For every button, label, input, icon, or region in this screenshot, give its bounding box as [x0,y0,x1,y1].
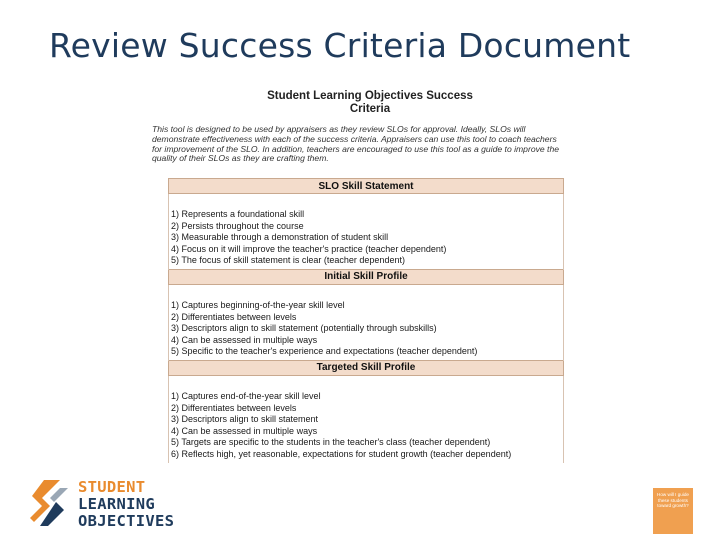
criteria-item: 2) Differentiates between levels [171,402,297,413]
section-body-initial-skill-profile [169,284,564,360]
slide-title: Review Success Criteria Document [49,26,631,65]
criteria-item: 3) Measurable through a demonstration of student skill [171,232,389,243]
criteria-item: 2) Persists throughout the course [171,220,304,231]
document-title-line-2: Criteria [349,103,391,115]
section-heading-slo-skill-statement: SLO Skill Statement [169,179,564,194]
criteria-item: 1) Captures end-of-the-year skill level [171,390,321,401]
logo-line-objectives: OBJECTIVES [78,512,175,530]
logo-line-student: STUDENT [78,478,146,496]
criteria-table [168,178,564,463]
student-learning-objectives-logo [30,476,200,532]
criteria-item: 6) Reflects high, yet reasonable, expectations for student growth (teacher dependent) [171,448,512,459]
logo-line-learning: LEARNING [78,495,156,513]
document-title [170,90,570,116]
criteria-item: 5) Specific to the teacher's experience and expectations (teacher dependent) [171,346,478,357]
section-body-targeted-skill-profile [169,375,564,462]
guiding-question-box: How will I guide these students toward growth? [653,488,693,534]
success-criteria-document [150,90,570,474]
criteria-item: 3) Descriptors align to skill statement (potentially through subskills) [171,323,437,334]
criteria-item: 5) The focus of skill statement is clear (teacher dependent) [171,255,405,266]
criteria-item: 4) Can be assessed in multiple ways [171,425,318,436]
document-intro: This tool is designed to be used by appraisers as they review SLOs for approval. Ideally, SLOs will demonstrate effectiveness with each of the success criteria. Appraisers can use this tool to coach teachers for improvement of the SLO. In addition, teachers are encouraged to use this tool as a guide to improve the quality of their SLOs as they are crafting them. [152,124,560,164]
criteria-item: 5) Targets are specific to the students in the teacher's class (teacher dependent) [171,437,491,448]
section-heading-initial-skill-profile: Initial Skill Profile [169,269,564,284]
logo-wordmark [78,479,174,530]
document-title-line-1: Student Learning Objectives Success [267,90,473,102]
criteria-item: 1) Represents a foundational skill [171,209,305,219]
criteria-item: 4) Focus on it will improve the teacher's practice (teacher dependent) [171,243,447,254]
section-body-slo-skill-statement [169,194,564,270]
criteria-item: 1) Captures beginning-of-the-year skill level [171,299,345,310]
criteria-item: 2) Differentiates between levels [171,311,297,322]
section-heading-targeted-skill-profile: Targeted Skill Profile [169,360,564,375]
criteria-item: 4) Can be assessed in multiple ways [171,334,318,345]
slo-mark-icon [30,480,70,530]
criteria-item: 3) Descriptors align to skill statement [171,414,319,425]
